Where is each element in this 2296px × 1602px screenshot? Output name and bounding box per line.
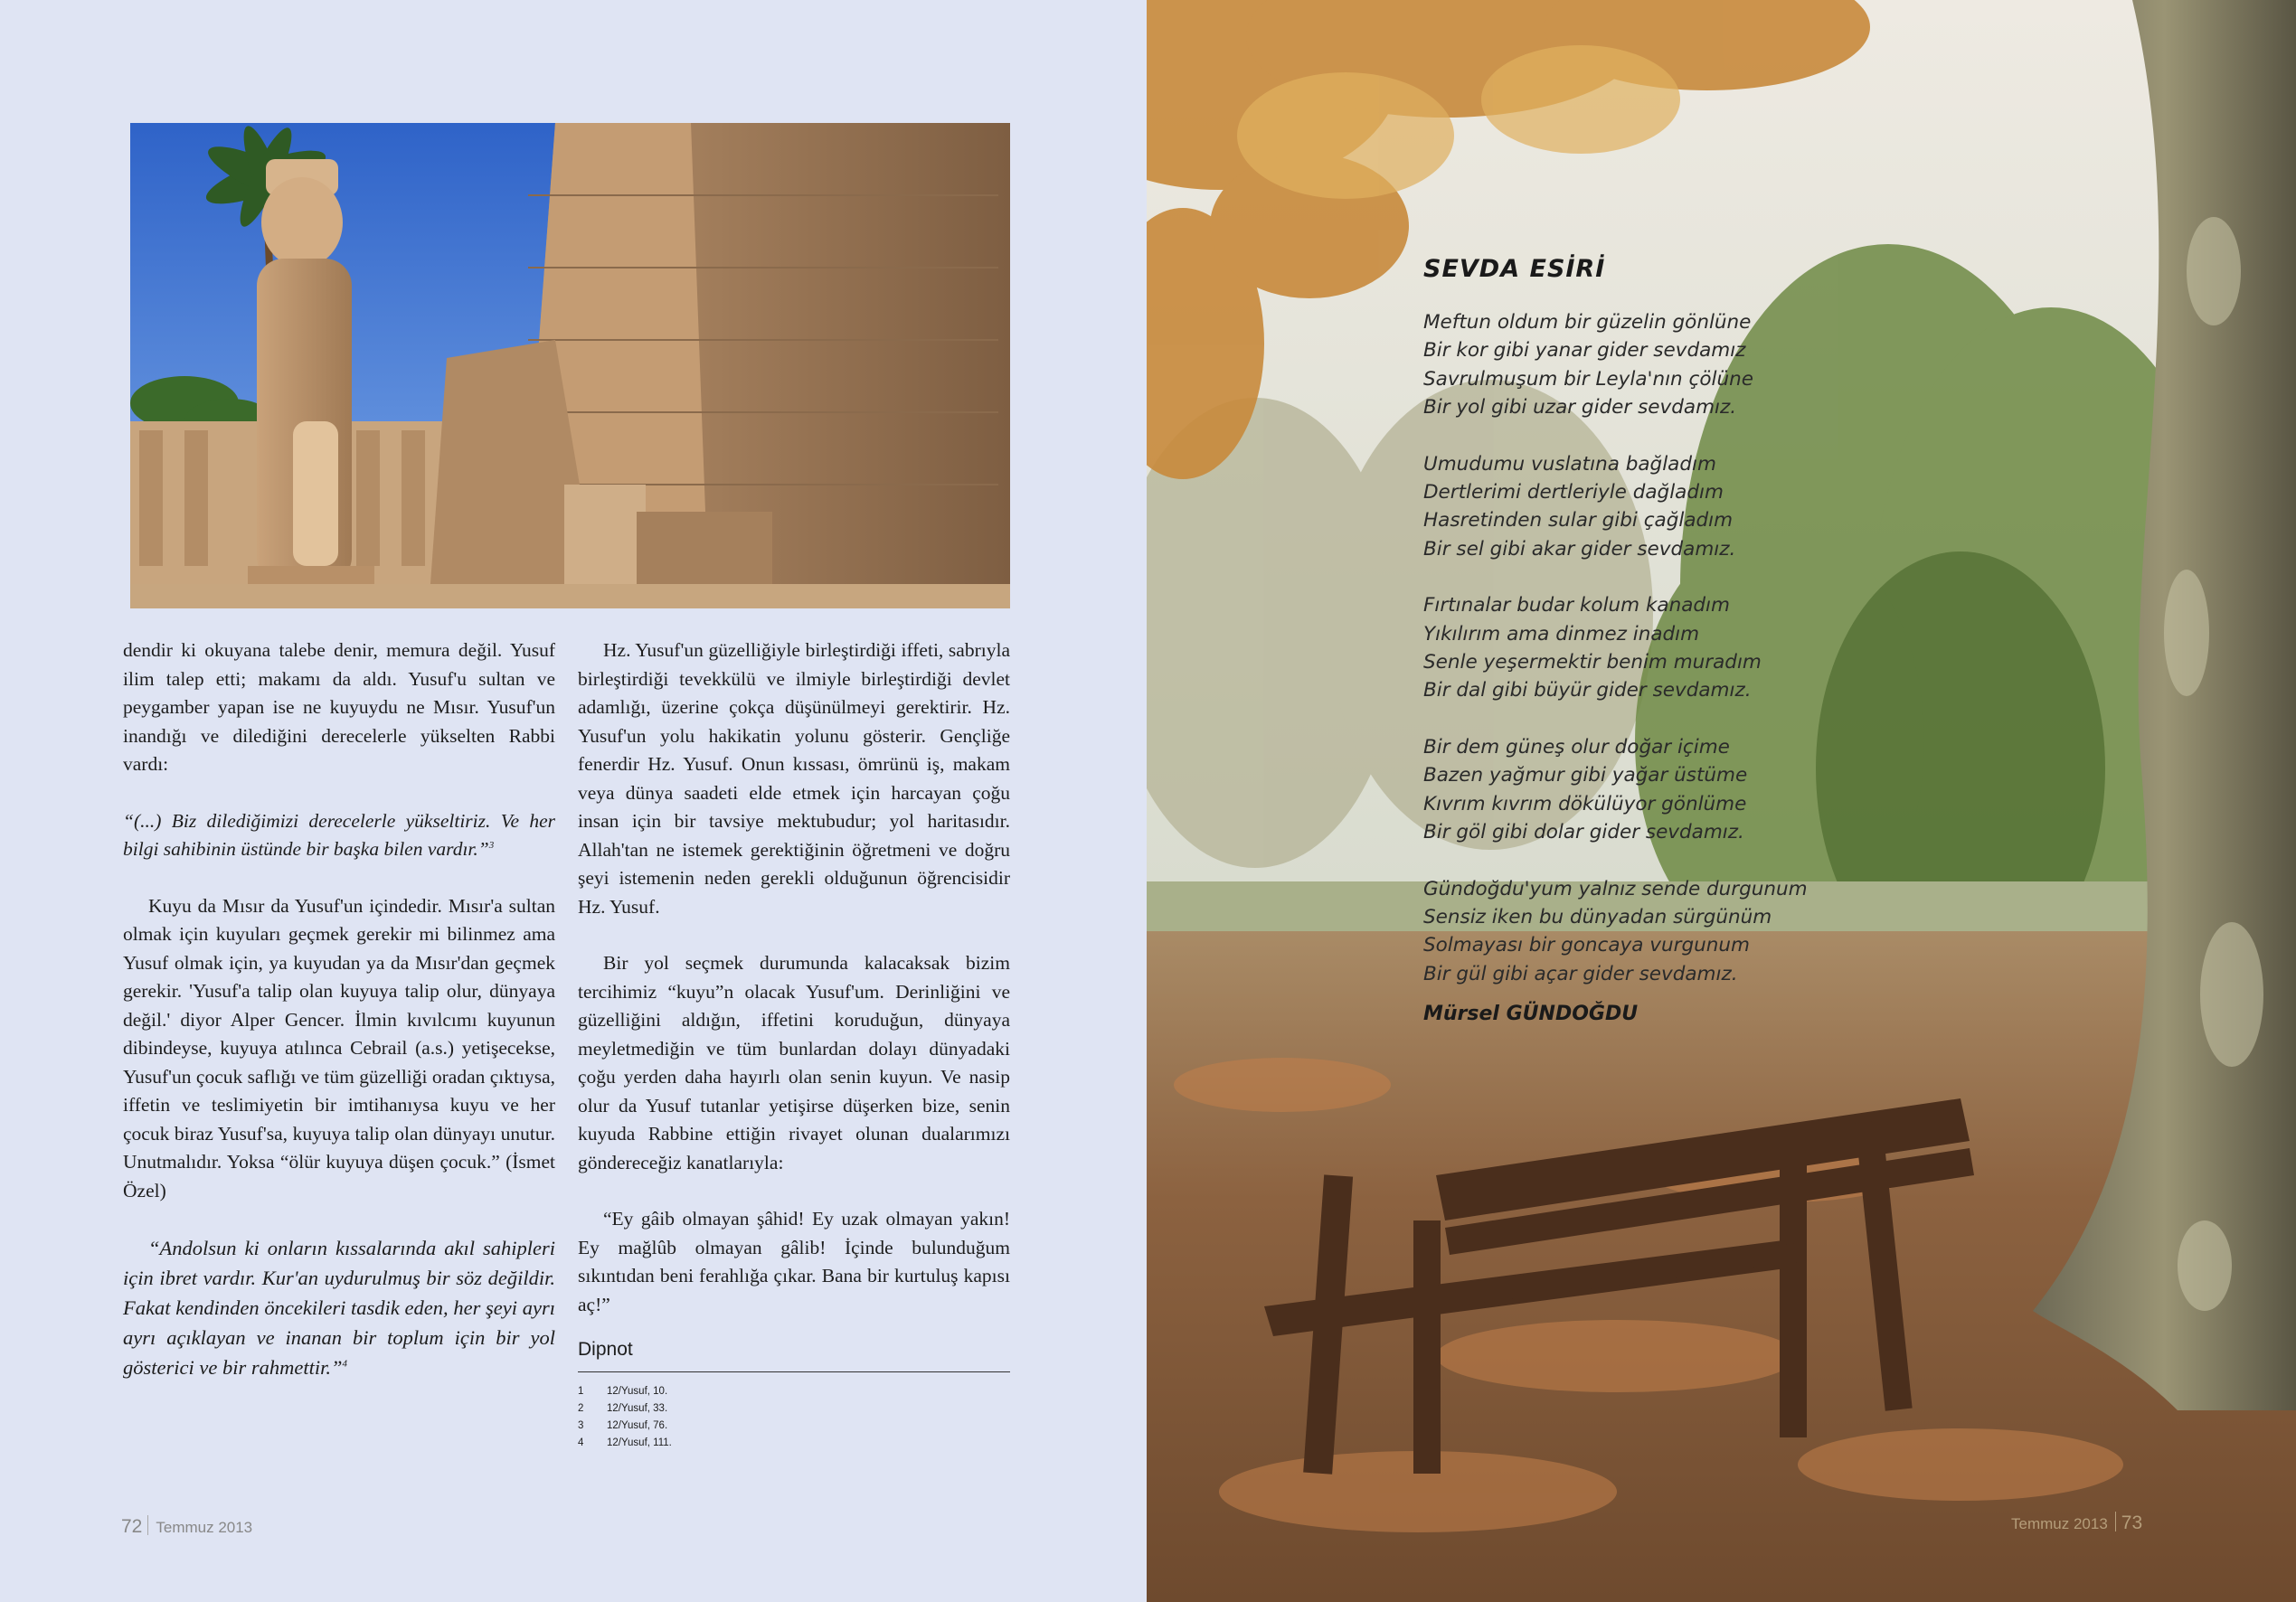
poem-line: Bir gül gibi açar gider sevdamız.	[1423, 962, 1738, 985]
poem-stanza	[1423, 308, 1966, 422]
poem-line: Gündoğdu'yum yalnız sende durgunum	[1423, 877, 1808, 900]
poem-line: Bir kor gibi yanar gider sevdamız	[1423, 339, 1746, 363]
poem-stanza	[1423, 450, 1966, 564]
poem-line: Solmayası bir goncaya vurgunum	[1423, 934, 1750, 957]
article-column-left	[123, 636, 555, 1410]
left-page	[0, 0, 1147, 1602]
article-column-right	[578, 636, 1010, 1452]
poem-line: Bazen yağmur gibi yağar üstüme	[1423, 764, 1748, 787]
poem-line: Bir dal gibi büyür gider sevdamız.	[1423, 679, 1752, 702]
quran-quote	[123, 1233, 555, 1382]
karnak-temple-photo	[130, 123, 1010, 608]
poem-line: Senle yeşermektir benim muradım	[1423, 651, 1762, 674]
footnote-item: 2 12/Yusuf, 33.	[578, 1402, 668, 1414]
quote-text: “(...) Biz dilediğimizi derecelerle yükseltiriz. Ve her bilgi sahibinin üstünde bir başka bilen vardır.”	[123, 809, 555, 860]
poem-line: Hasretinden sular gibi çağladım	[1423, 509, 1734, 532]
page-number-left	[121, 1515, 252, 1538]
poem-line: Bir sel gibi akar gider sevdamız.	[1423, 537, 1736, 561]
poem-line: Meftun oldum bir güzelin gönlüne	[1423, 311, 1752, 334]
footnote-item: 3 12/Yusuf, 76.	[578, 1419, 668, 1431]
article-paragraph: Bir yol seçmek durumunda kalacaksak bizim tercihimiz “kuyu”n olacak Yusuf'um. Derinliğini ve güzelliğini aldığın, iffetini koruduğun, dünyaya meyletmediğin ve tüm bunlardan dolayı dünyadaki çoğu yerden daha hayırlı olan senin kuyun. Ve nasip olur da Yusuf tutanlar yetişirse düşerken bize, senin kuyuda Rabbine ettiğin rivayet olunan dualarımızı göndereceğiz kanatlarıyla:	[578, 952, 1010, 1173]
page-number: 73	[2121, 1512, 2143, 1533]
poem-stanza	[1423, 591, 1966, 705]
poet-name: Mürsel GÜNDOĞDU	[1423, 1003, 1639, 1026]
article-paragraph: Hz. Yusuf'un güzelliğiyle birleştirdiği iffeti, sabrıyla birleştirdiği tevekkülü ve ilmiyle birleştirdiği devlet adamlığı, üzerine çokça düşünülmeyi gerektirir. Hz. Yusuf'un yolu hakikatin yolunu gösterir. Gençliğe fenerdir Hz. Yusuf. Onun kıssası, ömrünü iş, makam veya dünya saadeti elde etmek için harcayan çoğu insan için bir tavsiye mektubudur; yol haritasıdır. Allah'tan ne istemek gerektiğinin öğretmeni ve doğru şeyi istemenin neden gerekli olduğunun öğrencisidir Hz. Yusuf.	[578, 639, 1010, 918]
poem-stanza	[1423, 875, 1966, 989]
poem-line: Bir dem güneş olur doğar içime	[1423, 735, 1730, 759]
page-number: 72	[121, 1516, 143, 1537]
footnotes-divider	[578, 1371, 1010, 1372]
poem-line: Fırtınalar budar kolum kanadım	[1423, 594, 1730, 617]
poem-line: Bir göl gibi dolar gider sevdamız.	[1423, 821, 1744, 844]
footnote-ref: 4	[342, 1358, 347, 1370]
poem-line: Yıkılırım ama dinmez inadım	[1423, 622, 1700, 646]
page-number-right	[2011, 1512, 2142, 1534]
poem-line: Bir yol gibi uzar gider sevdamız.	[1423, 396, 1737, 419]
issue-date: Temmuz 2013	[156, 1519, 253, 1536]
article-paragraph: dendir ki okuyana talebe denir, memura değil. Yusuf ilim talep etti; makamı da aldı. Yusuf'u sultan ve peygamber yapan ise ne kuyuydu ne Mısır. Yusuf'un inandığı ve dilediğini derecelerle yükselten Rabbi vardı:	[123, 639, 555, 775]
footnote-ref: 3	[488, 839, 495, 851]
poem-line: Savrulmuşum bir Leyla'nın çölüne	[1423, 367, 1753, 391]
article-paragraph: Kuyu da Mısır da Yusuf'un içindedir. Mısır'a sultan olmak için kuyuları geçmek gerekir mi bilinmez ama Yusuf olmak için, ya kuyudan ya da Mısır'dan geçmek gerekir. 'Yusuf'a talip olan kuyuya talip olur, dünyaya değil.' diyor Alper Gencer. İlmin kıvılcımı kuyunun dibindeyse, kuyuya atılınca Cebrail (a.s.) yetişecekse, Yusuf'un çocuk saflığı ve tüm güzelliği oradan çıktıysa, iffetin ve teslimiyetin bir imtihanıysa kuyu ve her çocuk biraz Yusuf'sa, kuyuya talip olan dünyayı unutur. Unutmalıdır. Yoksa “ölür kuyuya düşen çocuk.” (İsmet Özel)	[123, 894, 555, 1202]
poem-line: Dertlerimi dertleriyle dağladım	[1423, 481, 1724, 504]
poem	[1423, 255, 1966, 1025]
poem-line: Umudumu vuslatına bağladım	[1423, 452, 1716, 476]
footnotes-heading: Dipnot	[578, 1339, 633, 1360]
poem-title: SEVDA ESİRİ	[1423, 255, 1606, 283]
issue-date: Temmuz 2013	[2011, 1515, 2108, 1532]
quran-quote	[123, 807, 555, 864]
poem-line: Sensiz iken bu dünyadan sürgünüm	[1423, 905, 1772, 928]
quote-text: “Andolsun ki onların kıssalarında akıl sahipleri için ibret vardır. Kur'an uydurulmuş bir söz değildir. Fakat kendinden öncekileri tasdik eden, her şeyi ayrı ayrı açıklayan ve inanan bir toplum için bir yol gösterici ve bir rahmettir.”	[123, 1237, 555, 1379]
poem-line: Kıvrım kıvrım dökülüyor gönlüme	[1423, 792, 1747, 815]
poem-stanza	[1423, 733, 1966, 847]
prayer-quote: “Ey gâib olmayan şâhid! Ey uzak olmayan yakın! Ey mağlûb olmayan gâlib! İçinde bulunduğum sıkıntıdan beni ferahlığa çıkar. Bana bir kurtuluş kapısı aç!”	[578, 1208, 1010, 1315]
footnote-item: 4 12/Yusuf, 111.	[578, 1437, 672, 1448]
footnote-item: 1 12/Yusuf, 10.	[578, 1385, 668, 1397]
